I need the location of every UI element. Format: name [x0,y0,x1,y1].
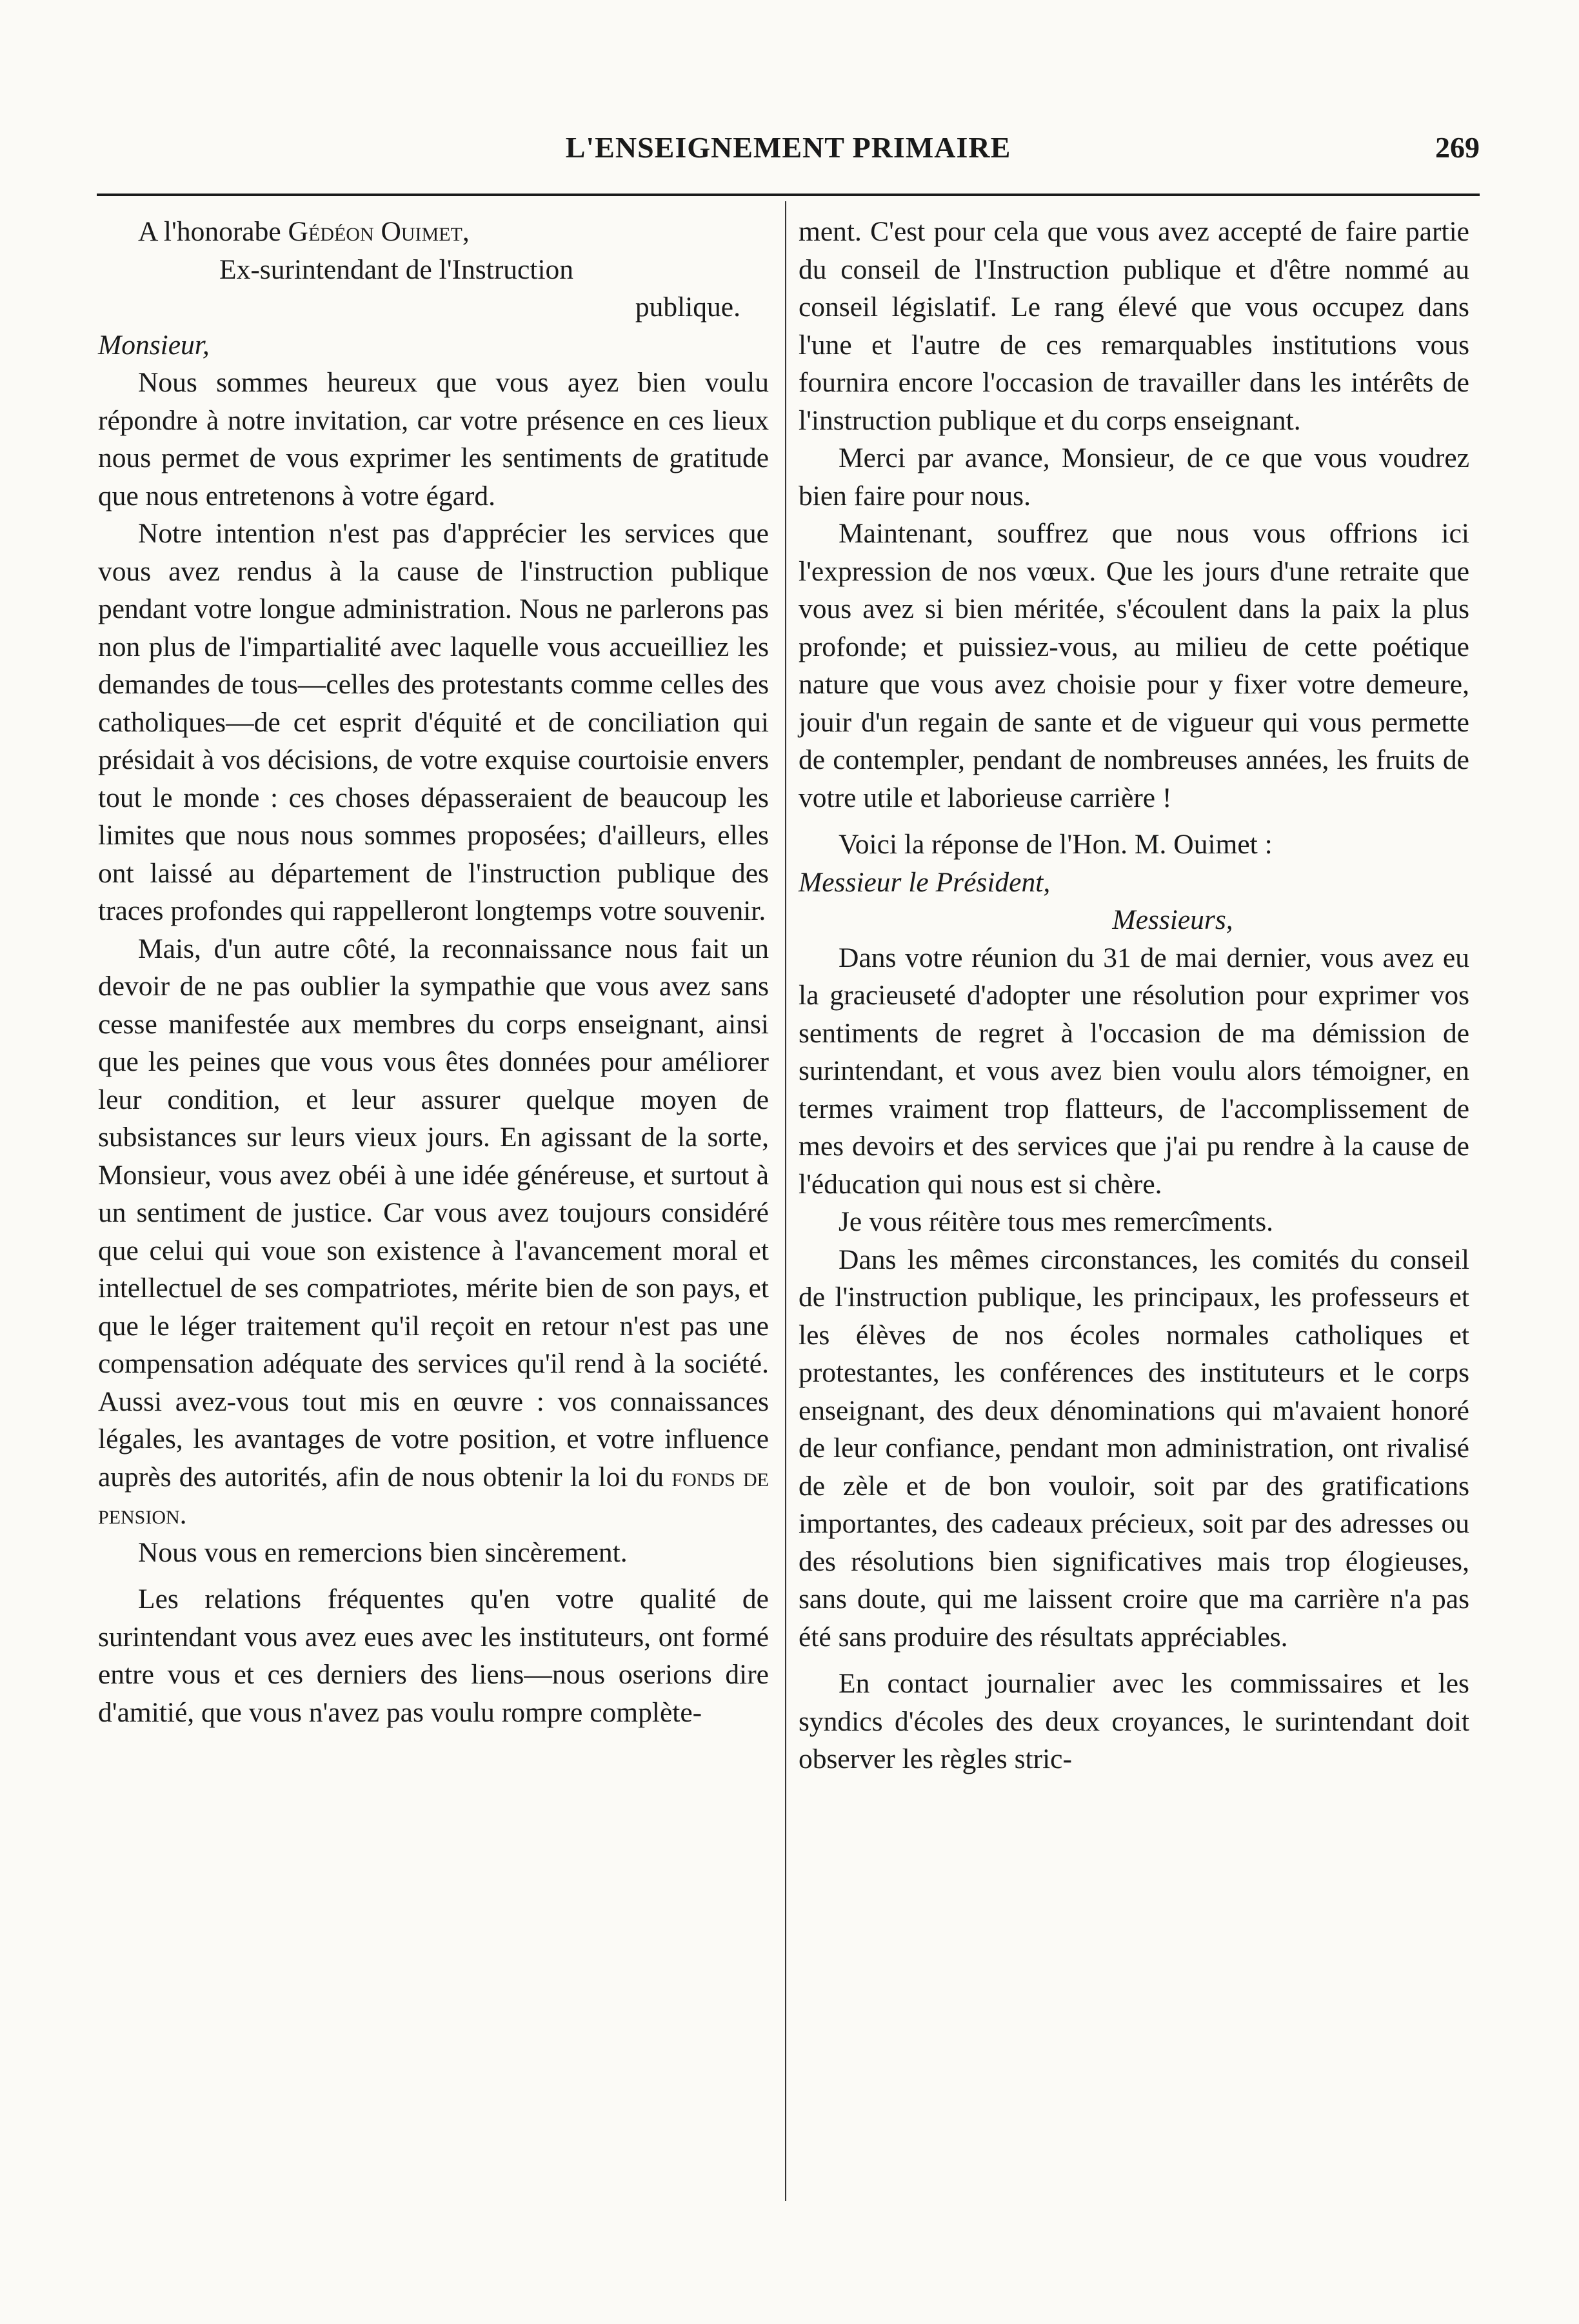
paragraph: Dans votre réunion du 31 de mai dernier, vous avez eu la gracieuseté d'adopter une résolution pour exprimer vos sentiments de regret à l'occasion de ma démission de surintendant, et vous avez bien voulu alors témoigner, en termes vraiment trop flatteurs, de l'accomplissement de mes devoirs et des services que j'ai pu rendre à la cause de l'éducation qui nous est si chère. [799,942,1469,1200]
paragraph-continued: ment. C'est pour cela que vous avez accepté de faire partie du conseil de l'Instruction publique et d'être nommé au conseil législatif. Le rang élevé que vous occupez dans l'une et l'autre de ces remarquables institutions vous fournira encore l'occasion de travailler dans les intérêts de l'instruction publique et du corps enseignant. [799,216,1469,436]
header-rule [97,194,1480,196]
running-head [97,126,1480,172]
paragraph: En contact journalier avec les commissaires et les syndics d'écoles des deux croyances, le surintendant doit observer les règles stric- [799,1668,1469,1774]
address-line-1 [98,213,769,251]
address-name: Gédéon Ouimet, [288,216,470,247]
paragraph: Notre intention n'est pas d'apprécier les services que vous avez rendus à la cause de l'instruction publique pendant votre longue administration. Nous ne parlerons pas non plus de l'impartialité avec laquelle vous accueilliez les demandes de tous—celles des protestants comme celles des catholiques—de cet esprit d'équité et de conciliation qui présidait à vos décisions, de votre exquise courtoisie envers tout le monde : ces choses dépasseraient de beaucoup les limites que nous nous sommes proposées; d'ailleurs, elles ont laissé au département de l'instruction publique des traces profondes qui rappelleront longtemps votre souvenir. [98,518,769,926]
paragraph: Nous vous en remercions bien sincèrement. [138,1536,628,1568]
paragraph: Merci par avance, Monsieur, de ce que vous voudrez bien faire pour nous. [799,442,1469,511]
paragraph: Nous sommes heureux que vous ayez bien voulu répondre à notre invitation, car votre présence en ces lieux nous permet de vous exprimer les sentiments de gratitude que nous entretenons à votre égard. [98,367,769,511]
address-line-2: Ex-surintendant de l'Instruction [219,253,574,285]
address-line-3: publique. [635,292,740,323]
left-column [98,213,769,1731]
salutation: Monsieur, [98,329,210,361]
running-title: L'ENSEIGNEMENT PRIMAIRE [565,131,1011,164]
paragraph: Voici la réponse de l'Hon. M. Ouimet : [839,829,1273,860]
reply-salutation-2: Messieurs, [1112,904,1233,935]
paragraph: Maintenant, souffrez que nous vous offrions ici l'expression de nos vœux. Que les jours d'une retraite que vous avez si bien méritée, s'écoulent dans la paix la plus profonde; et puissiez-vous, au milieu de cette poétique nature que vous avez choisie pour y fixer votre demeure, jouir d'un regain de sante et de vigueur qui vous permette de contempler, pendant de nombreuses années, les fruits de votre utile et laborieuse carrière ! [799,518,1469,813]
paragraph [98,930,769,1534]
fonds-de-pension: fonds de pension. [98,1461,769,1530]
paragraph: Dans les mêmes circonstances, les comités du conseil de l'instruction publique, les principaux, les professeurs et les élèves de nos écoles normales catholiques et protestantes, les conférences des instituteurs et le corps enseignant, des deux dénominations qui m'avaient honoré de leur confiance, pendant mon administration, ont rivalisé de zèle et de bon vouloir, soit par des gratifications importantes, des cadeaux précieux, soit par des adresses ou des résolutions bien significatives mais trop élogieuses, sans doute, qui me laissent croire que ma carrière n'a pas été sans produire des résultats appréciables. [799,1244,1469,1653]
paragraph: Je vous réitère tous mes remercîments. [839,1206,1274,1237]
reply-salutation-1: Messieur le Président, [799,866,1051,898]
paragraph-text: Mais, d'un autre côté, la reconnaissance nous fait un devoir de ne pas oublier la sympathie que vous avez sans cesse manifestée aux membres du corps enseignant, ainsi que les peines que vous vous êtes données pour améliorer leur condition, et leur assurer quelque moyen de subsistances sur leurs vieux jours. En agissant de la sorte, Monsieur, vous avez obéi à une idée généreuse, et surtout à un sentiment de justice. Car vous avez toujours considéré que celui qui voue son existence à l'avancement moral et intellectuel de ses compatriotes, mérite bien de son pays, et que le léger traitement qu'il reçoit en retour n'est pas une compensation adéquate des services qu'il rend à la société. Aussi avez-vous tout mis en œuvre : vos connaissances légales, les avantages de votre position, et votre influence auprès des autorités, afin de nous obtenir la loi du [98,933,769,1493]
address-prefix: A l'honorabe [138,216,288,247]
column-divider [785,201,786,2201]
paragraph: Les relations fréquentes qu'en votre qualité de surintendant vous avez eues avec les instituteurs, ont formé entre vous et ces derniers des liens—nous oserions dire d'amitié, que vous n'avez pas voulu rompre complète- [98,1584,769,1728]
right-column [799,213,1469,1778]
page-number: 269 [1435,131,1480,164]
